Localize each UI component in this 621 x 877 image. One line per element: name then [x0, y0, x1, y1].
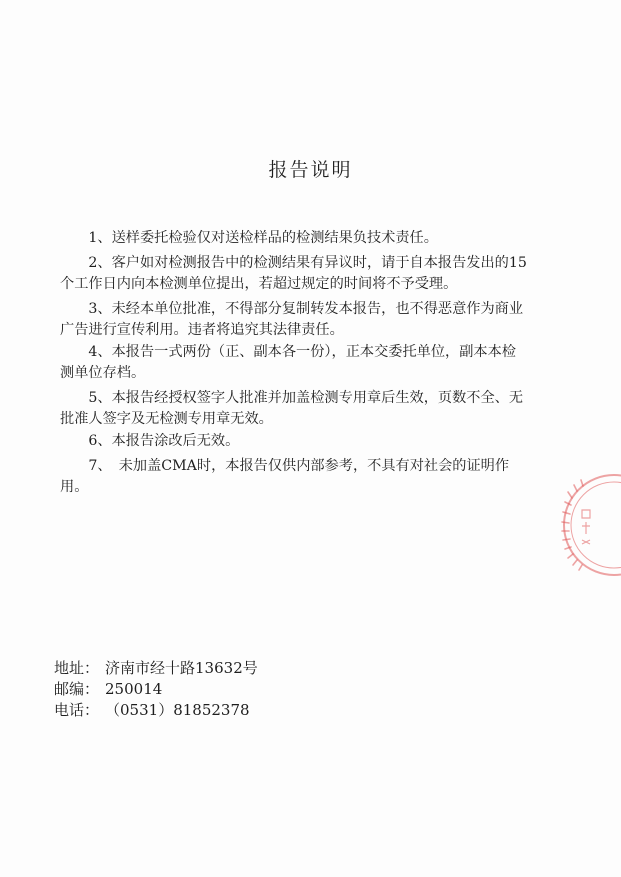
- address-label: 地址：: [54, 659, 100, 677]
- note-item-7: 7、 未加盖CMA时，本报告仅供内部参考，不具有对社会的证明作用。: [60, 458, 510, 495]
- contact-block: [54, 658, 258, 721]
- note-item-4: 4、本报告一式两份（正、副本各一份），正本交委托单位，副本本检测单位存档。: [60, 344, 516, 381]
- note-item-1: 1、送样委托检验仅对送检样品的检测结果负技术责任。: [88, 230, 438, 246]
- postcode-row: [54, 679, 258, 700]
- notes-list: [60, 228, 530, 502]
- page-title: 报告说明: [268, 159, 353, 181]
- seal-stamp-icon: [552, 470, 621, 580]
- postcode-value: 250014: [105, 680, 163, 698]
- phone-label: 电话：: [54, 701, 100, 719]
- postcode-label: 邮编：: [54, 680, 100, 698]
- phone-value: （0531）81852378: [105, 701, 250, 719]
- address-value: 济南市经十路13632号: [105, 659, 258, 677]
- note-item-6: 6、本报告涂改后无效。: [88, 433, 240, 449]
- note-item-5: 5、本报告经授权签字人批准并加盖检测专用章后生效，页数不全、无批准人签字及无检测专用章无效。: [60, 390, 524, 427]
- note-item-2: 2、客户如对检测报告中的检测结果有异议时，请于自本报告发出的15个工作日内向本检测单位提出，若超过规定的时间将不予受理。: [60, 255, 527, 292]
- address-row: [54, 658, 258, 679]
- seal-stamp: [552, 470, 621, 580]
- phone-row: [54, 700, 258, 721]
- note-item-3: 3、未经本单位批准，不得部分复制转发本报告，也不得恶意作为商业广告进行宣传利用。违者将追究其法律责任。: [60, 301, 524, 338]
